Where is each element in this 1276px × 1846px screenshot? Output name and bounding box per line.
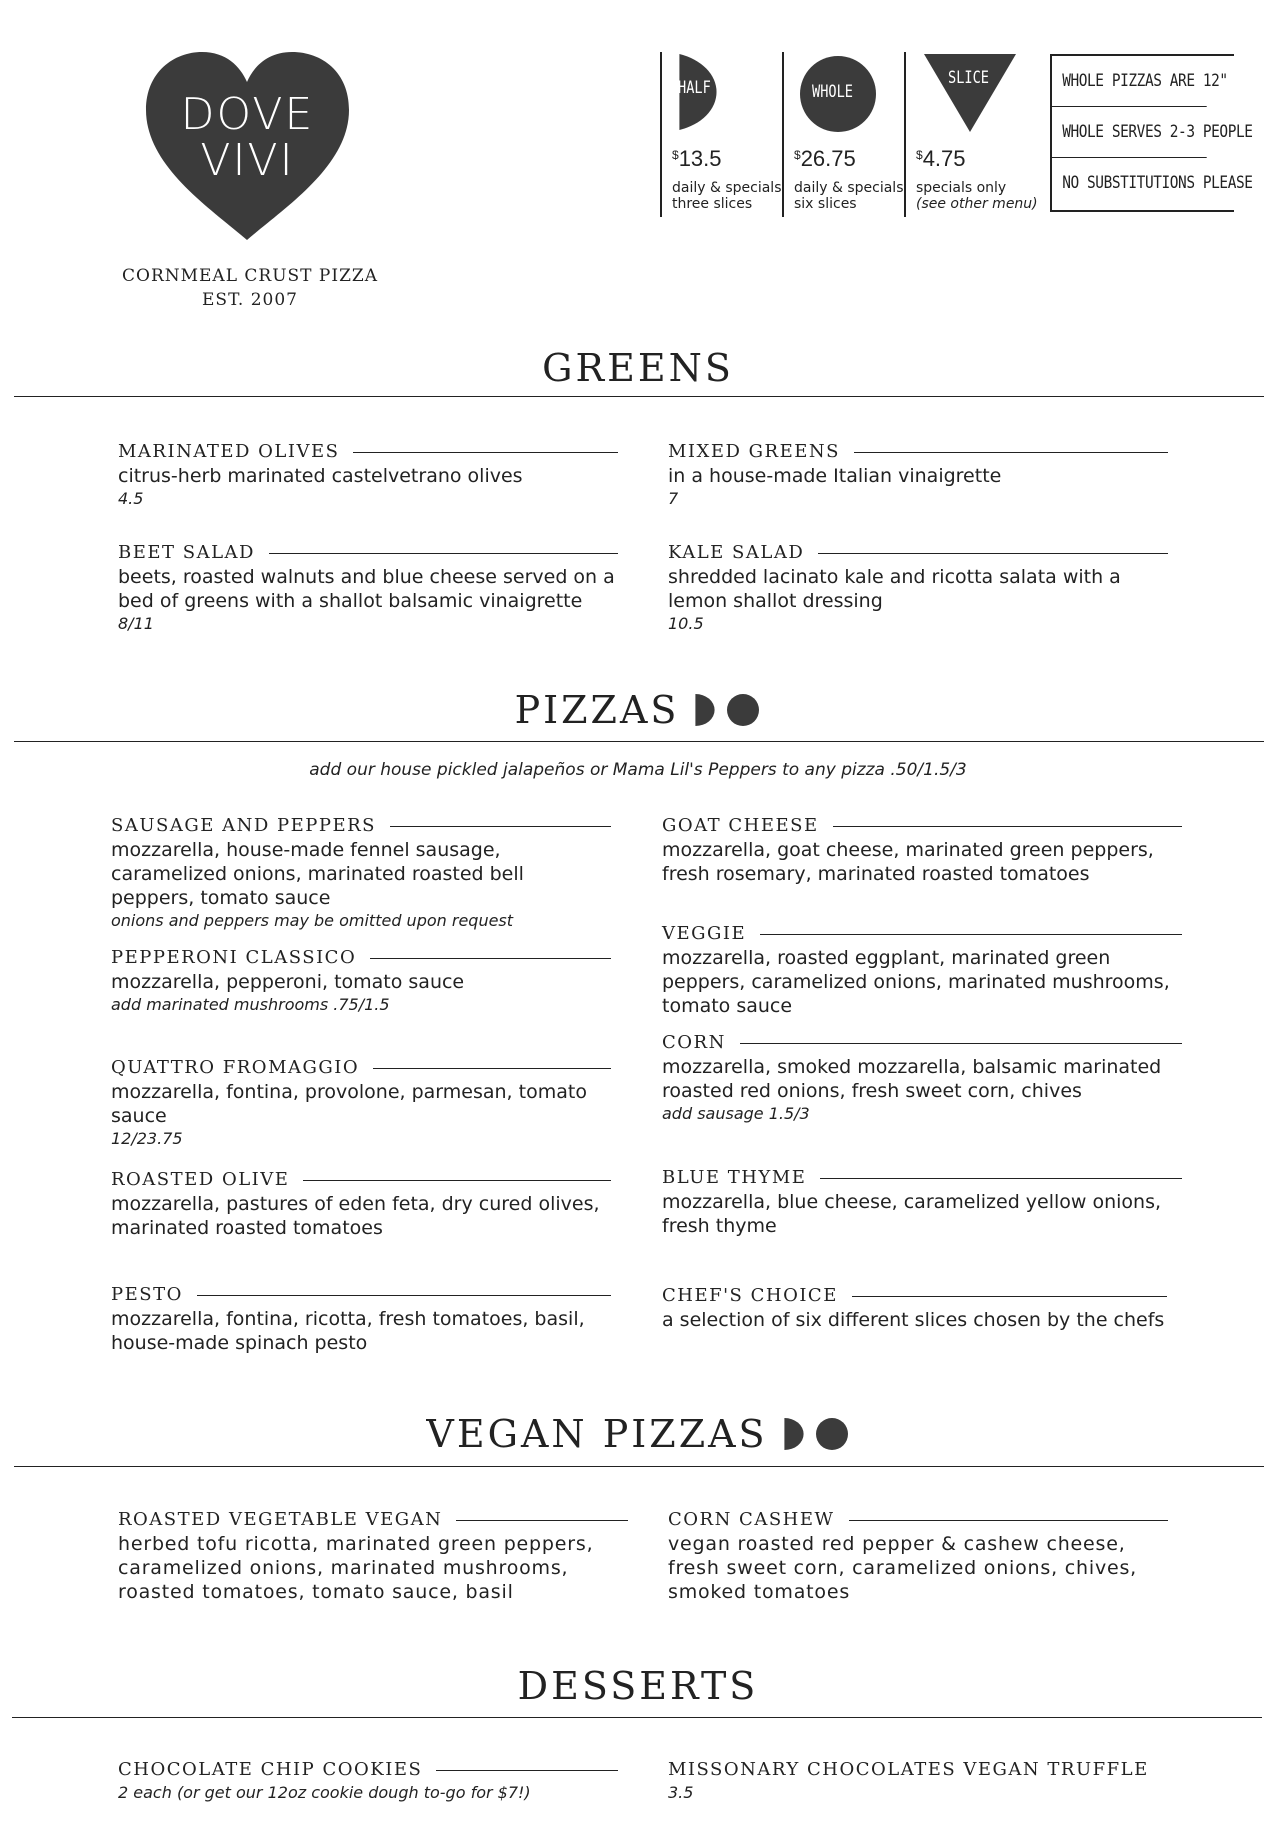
name-rule bbox=[269, 553, 618, 554]
rules-box bbox=[1050, 54, 1253, 212]
item-name-row bbox=[662, 922, 1182, 946]
item-description: citrus-herb marinated castelvetrano olives bbox=[118, 465, 523, 487]
item-description: mozzarella, smoked mozzarella, balsamic marinated roasted red onions, fresh sweet corn, chives bbox=[662, 1056, 1162, 1102]
name-rule bbox=[303, 1180, 611, 1181]
rule-substitutions: NO SUBSTITUTIONS PLEASE bbox=[1062, 173, 1253, 193]
item-name: ROASTED OLIVE bbox=[111, 1169, 290, 1190]
item-name: VEGGIE bbox=[662, 923, 747, 944]
name-rule bbox=[760, 934, 1182, 935]
size-slice bbox=[904, 52, 1046, 217]
size-whole-note bbox=[794, 180, 914, 212]
currency-symbol: $ bbox=[916, 148, 923, 162]
item-name-row bbox=[111, 1283, 611, 1307]
item-name-row bbox=[118, 541, 618, 565]
menu-item bbox=[111, 1056, 611, 1150]
item-description: in a house-made Italian vinaigrette bbox=[668, 465, 1002, 487]
pizza-addon-note: add our house pickled jalapeños or Mama Lil's Peppers to any pizza .50/1.5/3 bbox=[309, 760, 967, 780]
size-half-note-2: three slices bbox=[672, 196, 753, 212]
item-price: 10.5 bbox=[668, 614, 704, 633]
item-name-row bbox=[668, 541, 1168, 565]
menu-item bbox=[662, 922, 1182, 1018]
item-description: shredded lacinato kale and ricotta salata with a lemon shallot dressing bbox=[668, 566, 1121, 612]
item-name: MIXED GREENS bbox=[668, 441, 840, 462]
item-note: 12/23.75 bbox=[111, 1129, 183, 1148]
size-half-price-value: 13.5 bbox=[678, 146, 722, 171]
item-note: add marinated mushrooms .75/1.5 bbox=[111, 995, 390, 1014]
name-rule bbox=[197, 1295, 611, 1296]
rule-whole-size: WHOLE PIZZAS ARE 12" bbox=[1052, 56, 1207, 107]
size-half bbox=[660, 52, 782, 217]
item-name: CHOCOLATE CHIP COOKIES bbox=[118, 1759, 423, 1780]
item-name-row bbox=[662, 1284, 1167, 1308]
section-title-text: VEGAN PIZZAS bbox=[426, 1412, 768, 1456]
item-name-row bbox=[111, 1168, 611, 1192]
size-whole-price bbox=[794, 146, 856, 172]
name-rule bbox=[370, 958, 611, 959]
item-name-row bbox=[111, 946, 611, 970]
item-price: 7 bbox=[668, 489, 679, 508]
menu-item bbox=[662, 1166, 1182, 1238]
item-description: mozzarella, fontina, ricotta, fresh tomatoes, basil, house-made spinach pesto bbox=[111, 1308, 585, 1354]
menu-item bbox=[118, 440, 618, 510]
menu-item bbox=[118, 1758, 618, 1804]
section-title-pizzas bbox=[0, 688, 1276, 732]
logo-line-2: VIVI bbox=[200, 135, 295, 186]
item-name-row bbox=[111, 814, 611, 838]
item-name: PESTO bbox=[111, 1284, 183, 1305]
item-name-row bbox=[668, 1508, 1168, 1532]
menu-item bbox=[118, 541, 618, 635]
menu-item bbox=[668, 1758, 1188, 1804]
item-note: onions and peppers may be omitted upon request bbox=[111, 911, 514, 930]
half-and-whole-pizza-icon bbox=[782, 1416, 850, 1452]
logo bbox=[140, 48, 355, 248]
half-and-whole-pizza-icon bbox=[693, 692, 761, 728]
rule-serves: WHOLE SERVES 2-3 PEOPLE bbox=[1052, 107, 1207, 158]
item-price: 4.5 bbox=[118, 489, 144, 508]
item-description: a selection of six different slices chosen by the chefs bbox=[662, 1309, 1165, 1331]
tagline-text: CORNMEAL CRUST PIZZA bbox=[122, 266, 378, 286]
size-half-note-1: daily & specials bbox=[672, 180, 782, 196]
item-name: MARINATED OLIVES bbox=[118, 441, 340, 462]
item-name: BLUE THYME bbox=[662, 1167, 807, 1188]
item-name-row bbox=[118, 1758, 618, 1782]
menu-item bbox=[668, 440, 1168, 510]
menu-item bbox=[662, 1031, 1182, 1125]
item-name: QUATTRO FROMAGGIO bbox=[111, 1057, 360, 1078]
item-name-row bbox=[668, 440, 1168, 464]
logo-wordmark bbox=[140, 89, 355, 186]
name-rule bbox=[852, 1296, 1167, 1297]
item-description: beets, roasted walnuts and blue cheese served on a bed of greens with a shallot balsamic vinaigrette bbox=[118, 566, 615, 612]
section-divider bbox=[14, 1466, 1264, 1467]
menu-item bbox=[111, 1283, 611, 1355]
currency-symbol: $ bbox=[672, 148, 679, 162]
name-rule bbox=[854, 452, 1168, 453]
size-half-price bbox=[672, 146, 722, 172]
section-title-greens: GREENS bbox=[542, 346, 734, 390]
item-note: add sausage 1.5/3 bbox=[662, 1104, 810, 1123]
item-name-row bbox=[118, 440, 618, 464]
menu-item bbox=[662, 1284, 1167, 1332]
name-rule bbox=[436, 1770, 618, 1771]
size-slice-note-2: (see other menu) bbox=[916, 196, 1038, 212]
size-whole-label: WHOLE bbox=[812, 82, 853, 102]
item-description: mozzarella, pastures of eden feta, dry cured olives, marinated roasted tomatoes bbox=[111, 1193, 600, 1239]
established-text: EST. 2007 bbox=[202, 290, 298, 310]
size-slice-label: SLICE bbox=[948, 68, 989, 88]
size-slice-note bbox=[916, 180, 1046, 212]
tagline bbox=[110, 264, 390, 312]
logo-line-1: DOVE bbox=[180, 89, 315, 140]
currency-symbol: $ bbox=[794, 148, 801, 162]
section-divider bbox=[12, 1717, 1262, 1718]
name-rule bbox=[373, 1068, 611, 1069]
size-slice-price bbox=[916, 146, 966, 172]
item-price: 2 each (or get our 12oz cookie dough to-go for $7!) bbox=[118, 1783, 531, 1802]
size-half-label: HALF bbox=[678, 78, 711, 98]
item-name: ROASTED VEGETABLE VEGAN bbox=[118, 1509, 443, 1530]
item-description: herbed tofu ricotta, marinated green peppers, caramelized onions, marinated mushrooms, roasted tomatoes, tomato sauce, basil bbox=[118, 1533, 594, 1603]
item-name: CORN CASHEW bbox=[668, 1509, 835, 1530]
menu-item bbox=[111, 946, 611, 1016]
item-description: vegan roasted red pepper & cashew cheese, fresh sweet corn, caramelized onions, chives, smoked tomatoes bbox=[668, 1533, 1138, 1603]
item-name-row bbox=[118, 1508, 628, 1532]
size-whole bbox=[782, 52, 904, 217]
name-rule bbox=[833, 826, 1182, 827]
name-rule bbox=[740, 1043, 1182, 1044]
item-price: 3.5 bbox=[668, 1783, 694, 1802]
item-name: MISSONARY CHOCOLATES VEGAN TRUFFLE bbox=[668, 1759, 1149, 1780]
size-whole-note-2: six slices bbox=[794, 196, 857, 212]
size-slice-price-value: 4.75 bbox=[922, 146, 966, 171]
section-title-vegan-pizzas bbox=[0, 1412, 1276, 1456]
size-half-note bbox=[672, 180, 792, 212]
item-description: mozzarella, goat cheese, marinated green peppers, fresh rosemary, marinated roasted tomatoes bbox=[662, 839, 1154, 885]
name-rule bbox=[353, 452, 618, 453]
item-name-row bbox=[111, 1056, 611, 1080]
item-name: BEET SALAD bbox=[118, 542, 255, 563]
item-description: mozzarella, pepperoni, tomato sauce bbox=[111, 971, 465, 993]
triangle-icon bbox=[920, 52, 1020, 132]
name-rule bbox=[849, 1520, 1169, 1521]
item-name-row bbox=[662, 1166, 1182, 1190]
name-rule bbox=[820, 1178, 1182, 1179]
item-name: PEPPERONI CLASSICO bbox=[111, 947, 357, 968]
section-divider bbox=[14, 741, 1264, 742]
item-name: GOAT CHEESE bbox=[662, 815, 819, 836]
menu-item bbox=[111, 1168, 611, 1240]
name-rule bbox=[456, 1520, 628, 1521]
name-rule bbox=[390, 826, 611, 827]
section-title-text: PIZZAS bbox=[514, 688, 680, 732]
item-description: mozzarella, house-made fennel sausage, caramelized onions, marinated roasted bell peppers, tomato sauce bbox=[111, 839, 524, 909]
size-whole-note-1: daily & specials bbox=[794, 180, 904, 196]
name-rule bbox=[818, 553, 1168, 554]
menu-item bbox=[668, 541, 1168, 635]
section-divider bbox=[14, 396, 1264, 397]
item-name: SAUSAGE AND PEPPERS bbox=[111, 815, 376, 836]
menu-item bbox=[118, 1508, 628, 1604]
item-name-row bbox=[668, 1758, 1188, 1782]
size-whole-price-value: 26.75 bbox=[800, 146, 856, 171]
item-description: mozzarella, blue cheese, caramelized yellow onions, fresh thyme bbox=[662, 1191, 1162, 1237]
size-slice-note-1: specials only bbox=[916, 180, 1007, 196]
menu-item bbox=[662, 814, 1182, 886]
item-name: KALE SALAD bbox=[668, 542, 805, 563]
item-name-row bbox=[662, 814, 1182, 838]
item-description: mozzarella, fontina, provolone, parmesan, tomato sauce bbox=[111, 1081, 587, 1127]
item-description: mozzarella, roasted eggplant, marinated green peppers, caramelized onions, marinated mushrooms, tomato sauce bbox=[662, 947, 1170, 1017]
item-name: CORN bbox=[662, 1032, 726, 1053]
item-name-row bbox=[662, 1031, 1182, 1055]
menu-item bbox=[668, 1508, 1168, 1604]
menu-item bbox=[111, 814, 611, 932]
item-price: 8/11 bbox=[118, 614, 154, 633]
section-title-desserts: DESSERTS bbox=[517, 1664, 759, 1708]
item-name: CHEF'S CHOICE bbox=[662, 1285, 838, 1306]
